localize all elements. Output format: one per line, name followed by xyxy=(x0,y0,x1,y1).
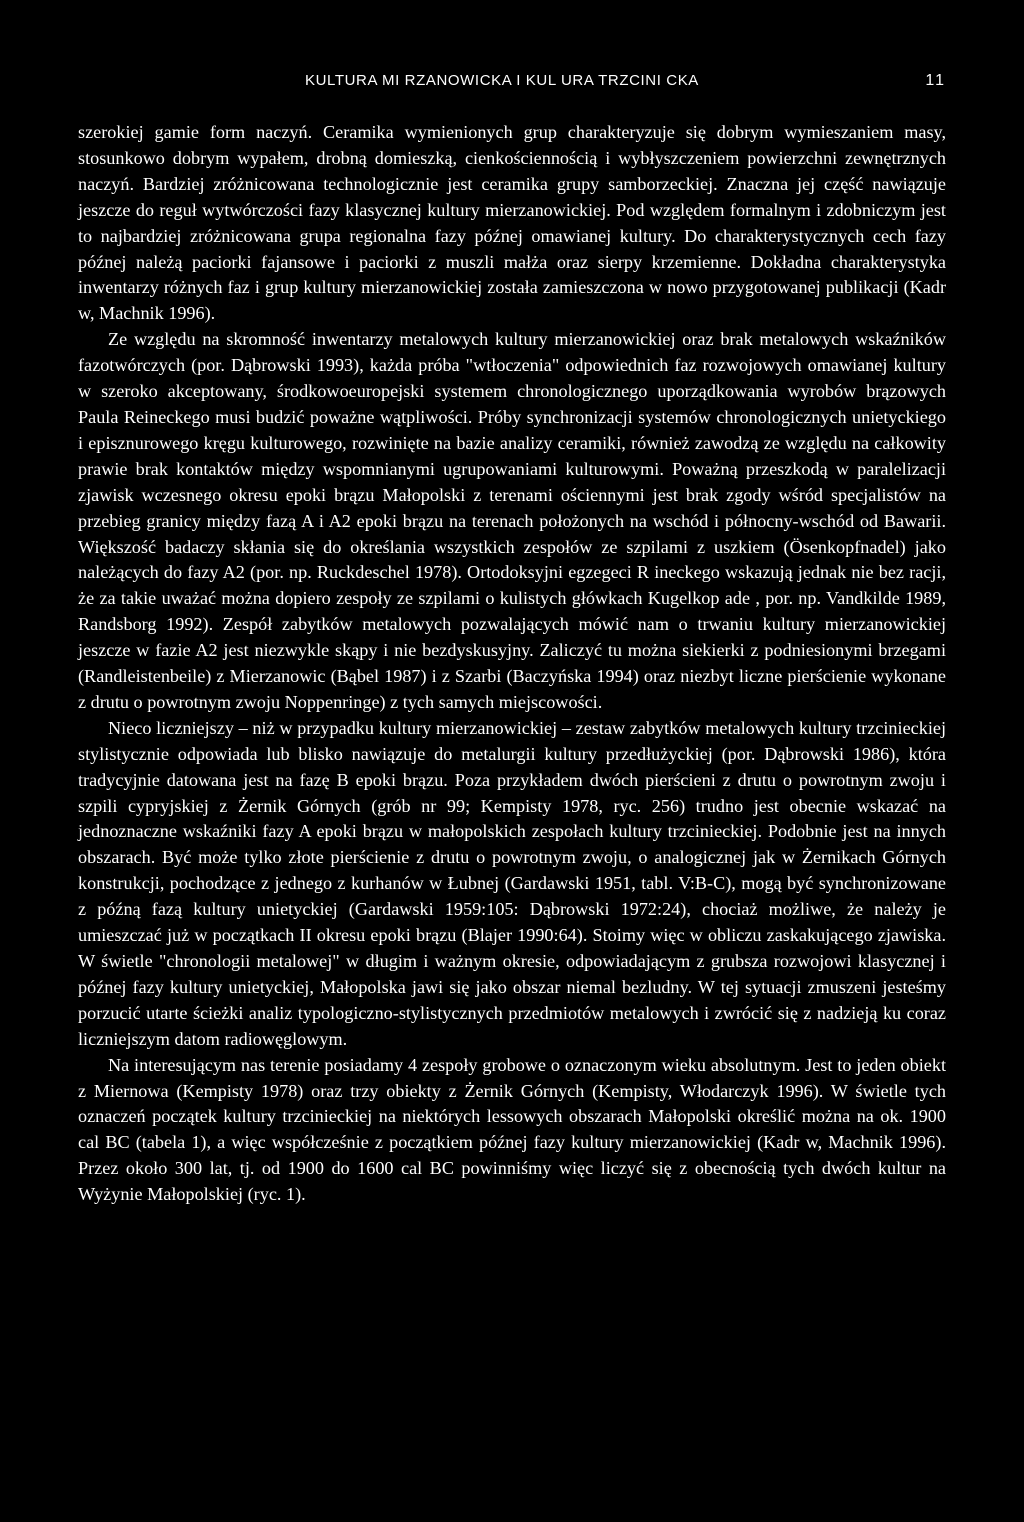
paragraph-metal-chronology: Ze względu na skromność inwentarzy metalowych kultury mierzanowickiej oraz brak metalowych wskaźników fazotwórczych (por. Dąbrowski 1993), każda próba "wtłoczenia" odpowiednich faz rozwojowych omawianej kultury w szeroko akceptowany, środkowoeuropejski systemem chronologicznego uporządkowania wyrobów brązowych Paula Reineckego musi budzić poważne wątpliwości. Próby synchronizacji systemów chronologicznych unietyckiego i episznurowego kręgu kulturowego, rozwinięte na bazie analizy ceramiki, również zawodzą ze względu na całkowity prawie brak kontaktów między wspomnianymi ugrupowaniami kulturowymi. Poważną przeszkodą w paralelizacji zjawisk wczesnego okresu epoki brązu Małopolski z terenami ościennymi jest brak zgody wśród specjalistów na przebieg granicy między fazą A i A2 epoki brązu na terenach położonych na wschód i północny-wschód od Bawarii. Większość badaczy skłania się do określania wszystkich zespołów ze szpilami z uszkiem (Ösenkopfnadel) jako należących do fazy A2 (por. np. Ruckdeschel 1978). Ortodoksyjni egzegeci R ineckego wskazują jednak nie bez racji, że za takie uważać można dopiero zespoły ze szpilami o kulistych główkach Kugelkop ade , por. np. Vandkilde 1989, Randsborg 1992). Zespół zabytków metalowych pozwalających mówić nam o trwaniu kultury mierzanowickiej jeszcze w fazie A2 jest niezwykle skąpy i nie bezdyskusyjny. Zaliczyć tu można siekierki z podniesionymi brzegami (Randleistenbeile) z Mierzanowic (Bąbel 1987) i z Szarbi (Baczyńska 1994) oraz niezbyt liczne pierścienie wykonane z drutu o powrotnym zwoju Noppenringe) z tych samych miejscowości. xyxy=(78,329,946,712)
running-header xyxy=(0,72,1024,96)
body-text xyxy=(78,120,946,1208)
running-title: KULTURA MI RZANOWICKA I KUL URA TRZCINI CKA xyxy=(305,72,699,89)
paragraph-trzciniec-metals: Nieco liczniejszy – niż w przypadku kultury mierzanowickiej – zestaw zabytków metalowych kultury trzcinieckiej stylistycznie odpowiada lub blisko nawiązuje do metalurgii kultury przedłużyckiej (por. Dąbrowski 1986), która tradycyjnie datowana jest na fazę B epoki brązu. Poza przykładem dwóch pierścieni z drutu o powrotnym zwoju i szpili cypryjskiej z Żernik Górnych (grób nr 99; Kempisty 1978, ryc. 256) trudno jest obecnie wskazać na jednoznaczne wskaźniki fazy A epoki brązu w małopolskich zespołach kultury trzcinieckiej. Podobnie jest na innych obszarach. Być może tylko złote pierścienie z drutu o powrotnym zwoju, o analogicznej jak w Żernikach Górnych konstrukcji, pochodzące z jednego z kurhanów w Łubnej (Gardawski 1951, tabl. V:B-C), mogą być synchronizowane z późną fazą kultury unietyckiej (Gardawski 1959:105: Dąbrowski 1972:24), chociaż możliwe, że należy je umieszczać już w początkach II okresu epoki brązu (Blajer 1990:64). Stoimy więc w obliczu zaskakującego zjawiska. W świetle "chronologii metalowej" w długim i ważnym okresie, odpowiadającym z grubsza rozwojowi klasycznej i późnej fazy kultury unietyckiej, Małopolska jawi się jako obszar niemal bezludny. W tej sytuacji zmuszeni jesteśmy porzucić utarte ścieżki analiz typologiczno-stylistycznych przedmiotów metalowych i zwrócić się z nadzieją ku coraz liczniejszym datom radiowęglowym. xyxy=(78,717,946,1049)
page-number: 11 xyxy=(925,72,946,89)
paragraph-continuation: szerokiej gamie form naczyń. Ceramika wymienionych grup charakteryzuje się dobrym wymieszaniem masy, stosunkowo dobrym wypałem, drobną domieszką, cienkościennością i wybłyszczeniem powierzchni zewnętrznych naczyń. Bardziej zróżnicowana technologicznie jest ceramika grupy samborzeckiej. Znaczna jej część nawiązuje jeszcze do reguł wytwórczości fazy klasycznej kultury mierzanowickiej. Pod względem formalnym i zdobniczym jest to najbardziej zróżnicowana grupa regionalna fazy późnej omawianej kultury. Do charakterystycznych cech fazy późnej należą paciorki fajansowe i paciorki z muszli małża oraz sierpy krzemienne. Dokładna charakterystyka inwentarzy różnych faz i grup kultury mierzanowickiej została zamieszczona w nowo przygotowanej publikacji (Kadr w, Machnik 1996). xyxy=(78,122,946,324)
paragraph-radiocarbon-dates: Na interesującym nas terenie posiadamy 4 zespoły grobowe o oznaczonym wieku absolutnym. Jest to jeden obiekt z Miernowa (Kempisty 1978) oraz trzy obiekty z Żernik Górnych (Kempisty, Włodarczyk 1996). W świetle tych oznaczeń początek kultury trzcinieckiej na niektórych lessowych obszarach Małopolski określić można na ok. 1900 cal BC (tabela 1), a więc współcześnie z początkiem późnej fazy kultury mierzanowickiej (Kadr w, Machnik 1996). Przez około 300 lat, tj. od 1900 do 1600 cal BC powinniśmy więc liczyć się z obecnością tych dwóch kultur na Wyżynie Małopolskiej (ryc. 1). xyxy=(78,1054,946,1205)
